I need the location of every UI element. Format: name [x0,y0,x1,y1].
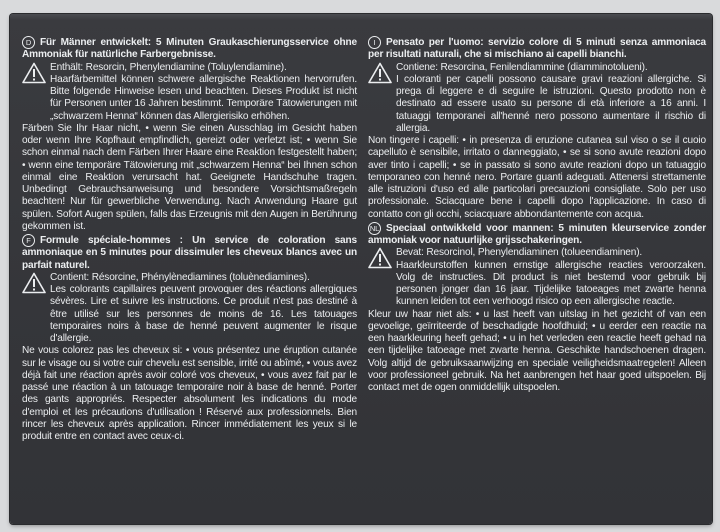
dutch-warning-text: Haarkleurstoffen kunnen ernstige allergische reacties veroorzaken. Volg de instructies. Dit product is niet bestemd voor gebruik bij personen jonger dan 16 jaar. Tijdelijke tatoeages met zwarte henna kunnen leiden tot een verhoogd risico op een allergische reactie. [396,259,706,308]
column-right [368,36,706,395]
italian-ingredients: Contiene: Resorcina, Fenilendiammine (diamminotolueni). [396,61,648,73]
dutch-headline [368,222,706,248]
french-ingredients: Contient: Résorcine, Phénylènediamines (toluènediamines). [50,271,310,283]
dutch-warning-block [368,247,706,308]
german-headline-text: Für Männer entwickelt: 5 Minuten Graukaschierungsservice ohne Ammoniak für natürliche Farbergebnisse. [22,37,357,61]
german-warning-text: Haarfärbemittel können schwere allergische Reaktionen hervorrufen. Bitte folgende Hinweise lesen und beachten. Dieses Produkt ist nicht für Personen unter 16 Jahren bestimmt. Temporäre Tätowierungen mit „schwarzem Henna“ können das Allergierisiko erhöhen. [50,73,357,122]
product-box-panel [10,14,712,524]
french-precautions: Ne vous colorez pas les cheveux si: • vous présentez une éruption cutanée sur le visage ou si votre cuir chevelu est sensible, irrité ou abîmé, • vous avez déjà fait une réaction après avoir coloré vos cheveux, • vous avez fait par le passé une réaction à un tatouage temporaire noir à base de henné. Porter des gants appropriés. Respecter absolument les indications du mode d'emploi et les précautions d'utilisation ! Réservé aux professionnels. Bien rincer les cheveux après application. Rincer immédiatement les yeux si le produit entre en contact avec ceux-ci. [22,345,357,442]
german-warning-block [22,62,357,123]
dutch-headline-text: Speciaal ontwikkeld voor mannen: 5 minuten kleurservice zonder ammoniak voor natuurlijke grijsschakeringen. [368,222,706,246]
dutch-ingredients: Bevat: Resorcinol, Phenylendiaminen (tolueendiaminen). [396,247,643,259]
italian-headline [368,36,706,62]
italian-warning-block [368,62,706,136]
section-french [22,234,357,443]
section-dutch [368,222,706,395]
french-warning-text: Les colorants capillaires peuvent provoquer des réactions allergiques sévères. Lire et suivre les instructions. Ce produit n'est pas destiné à être utilisé sur les personnes de moins de 16. Les tatouages temporaires noirs à base de henné peuvent augmenter le risque d'allergie. [50,284,357,344]
column-left [22,36,357,444]
italian-warning-text: I coloranti per capelli possono causare gravi reazioni allergiche. Si prega di leggere e di seguire le istruzioni. Questo prodotto non è destinato ad essere usato su persone di età inferiore a 16 anni. I tatuaggi temporanei all'henné nero possono aumentare il rischio di allergia. [396,73,706,134]
italian-headline-text: Pensato per l'uomo: servizio colore di 5 minuti senza ammoniaca per risultati naturali, che si mischiano ai capelli bianchi. [368,37,706,61]
french-headline [22,234,357,272]
dutch-precautions: Kleur uw haar niet als: • u last heeft van uitslag in het gezicht of van een gevoelige, geïrriteerde of beschadigde hoofdhuid; • u eerder een reactie na een haarkleuring heeft gehad; • u in het verleden een reactie heeft gehad na een tijdelijke tatoeage met zwarte henna. Geschikte handschoenen dragen. Volg altijd de gebruiksaanwijzing en speciale veiligheidsmaatregelen! Alleen voor professioneel gebruik. Na het aanbrengen het haar goed uitspoelen. Bij contact met de ogen onmiddellijk uitspoelen. [368,308,706,393]
language-badge-nl: NL [369,223,380,233]
german-precautions: Färben Sie Ihr Haar nicht, • wenn Sie einen Ausschlag im Gesicht haben oder wenn Ihre Kopfhaut empfindlich, gereizt oder verletzt ist; • wenn Sie schon einmal nach dem Färben Ihrer Haare eine Reaktion festgestellt haben; • wenn eine temporäre Tätowierung mit „schwarzem Henna“ bei Ihnen schon einmal eine Reaktion verursacht hat. Geeignete Handschuhe tragen. Unbedingt Gebrauchsanweisung und besondere Vorsichtsmaßregeln beachten! Nur für gewerbliche Verwendung. Nach Anwendung Haare gut spülen. Sofort Augen spülen, falls das Erzeugnis mit den Augen in Berührung gekommen ist. [22,122,357,232]
german-headline [22,36,357,62]
french-warning-block [22,272,357,346]
german-ingredients: Enthält: Resorcin, Phenylendiamine (Toluylendiamine). [50,61,287,73]
warning-triangle-icon [22,272,46,346]
warning-triangle-icon [368,62,392,136]
italian-precautions: Non tingere i capelli: • in presenza di eruzione cutanea sul viso o se il cuoio capelluto è sensibile, irritato o danneggiato, • se si sono avute reazioni dopo aver tinto i capelli; • se in passato si sono avute reazioni dopo un tatuaggio temporaneo con henné nero. Portare guanti adeguati. Attenersi strettamente alle istruzioni d'uso ed alle particolari precauzioni consigliate. Solo per uso professionale. Sciacquare bene i capelli dopo l'applicazione. In caso di contatto con gli occhi, sciacquare abbondantemente con acqua. [368,135,706,220]
section-italian [368,36,706,221]
language-badge-it: I [368,36,381,49]
language-badge-fr: F [22,234,35,247]
warning-triangle-icon [22,62,46,123]
section-german [22,36,357,233]
warning-triangle-icon [368,247,392,308]
language-badge-de: D [22,36,35,49]
french-headline-text: Formule spéciale-hommes : Un service de coloration sans ammoniaque en 5 minutes pour dissimuler les cheveux blancs avec un parfait naturel. [22,235,357,271]
